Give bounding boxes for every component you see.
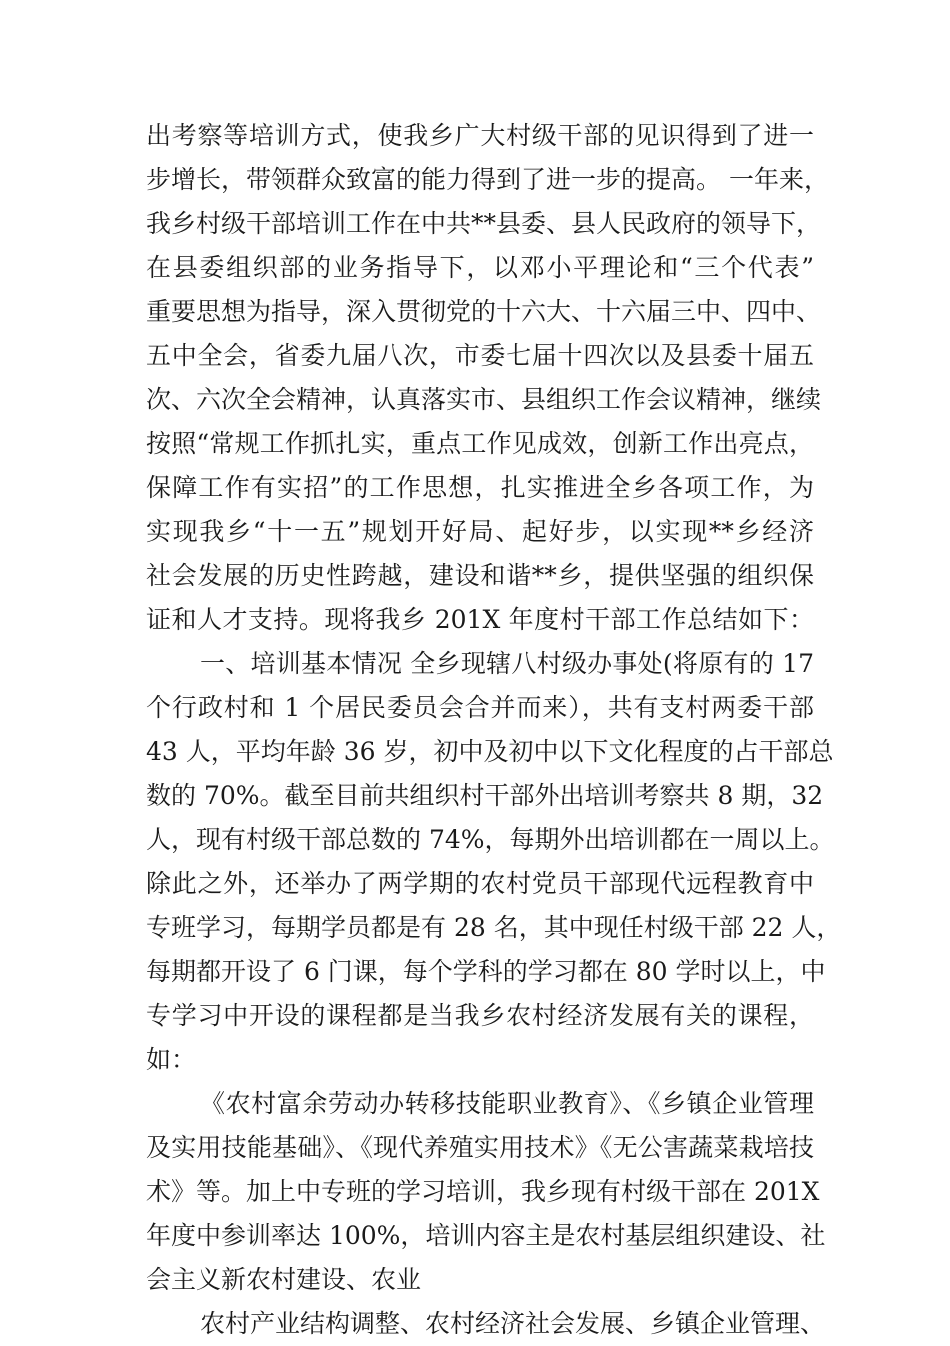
text-line: 步增长，带领群众致富的能力得到了进一步的提高。 一年来， bbox=[146, 165, 829, 194]
text-line: 重要思想为指导，深入贯彻党的十六大、十六届三中、四中、 bbox=[146, 297, 822, 326]
text-line: 我乡村级干部培训工作在中共**县委、县人民政府的领导下， bbox=[146, 209, 822, 238]
paragraph-start-line: 《农村富余劳动办转移技能职业教育》、《乡镇企业管理 bbox=[200, 1089, 814, 1118]
text-line: 除此之外，还举办了两学期的农村党员干部现代远程教育中 bbox=[146, 869, 814, 898]
text-line: 会主义新农村建设、农业 bbox=[146, 1265, 422, 1294]
text-line: 43 人，平均年龄 36 岁，初中及初中以下文化程度的占干部总 bbox=[146, 737, 834, 766]
text-line: 每期都开设了 6 门课，每个学科的学习都在 80 学时以上，中 bbox=[146, 957, 826, 986]
text-line: 出考察等培训方式，使我乡广大村级干部的见识得到了进一 bbox=[146, 121, 814, 150]
text-line: 术》等。加上中专班的学习培训，我乡现有村级干部在 201X bbox=[146, 1177, 820, 1206]
text-line: 保障工作有实招”的工作思想，扎实推进全乡各项工作，为 bbox=[146, 473, 814, 502]
text-line: 实现我乡“十一五”规划开好局、起好步，以实现**乡经济 bbox=[146, 517, 814, 546]
paragraph-start-line: 农村产业结构调整、农村经济社会发展、乡镇企业管理、 bbox=[200, 1309, 826, 1338]
text-line: 年度中参训率达 100%，培训内容主是农村基层组织建设、社 bbox=[146, 1221, 826, 1250]
text-line: 人，现有村级干部总数的 74%，每期外出培训都在一周以上。 bbox=[146, 825, 835, 854]
text-line: 在县委组织部的业务指导下，以邓小平理论和“三个代表” bbox=[146, 253, 814, 282]
text-line: 数的 70%。截至目前共组织村干部外出培训考察共 8 期，32 bbox=[146, 781, 824, 810]
text-line: 如： bbox=[146, 1045, 197, 1074]
text-line: 按照“常规工作抓扎实，重点工作见成效，创新工作出亮点， bbox=[146, 429, 814, 458]
section-heading-line: 一、培训基本情况 全乡现辖八村级办事处(将原有的 17 bbox=[200, 649, 814, 678]
text-line: 五中全会，省委九届八次，市委七届十四次以及县委十届五 bbox=[146, 341, 814, 370]
text-line: 专学习中开设的课程都是当我乡农村经济发展有关的课程， bbox=[146, 1001, 814, 1030]
text-line: 证和人才支持。现将我乡 201X 年度村干部工作总结如下： bbox=[146, 605, 814, 634]
text-line: 社会发展的历史性跨越，建设和谐**乡，提供坚强的组织保 bbox=[146, 561, 814, 590]
text-line: 及实用技能基础》、《现代养殖实用技术》《无公害蔬菜栽培技 bbox=[146, 1133, 814, 1162]
text-line: 专班学习，每期学员都是有 28 名，其中现任村级干部 22 人， bbox=[146, 913, 842, 942]
text-line: 次、六次全会精神，认真落实市、县组织工作会议精神，继续 bbox=[146, 385, 822, 414]
document-body bbox=[146, 114, 842, 1346]
text-line: 个行政村和 1 个居民委员会合并而来），共有支村两委干部 bbox=[146, 693, 814, 722]
